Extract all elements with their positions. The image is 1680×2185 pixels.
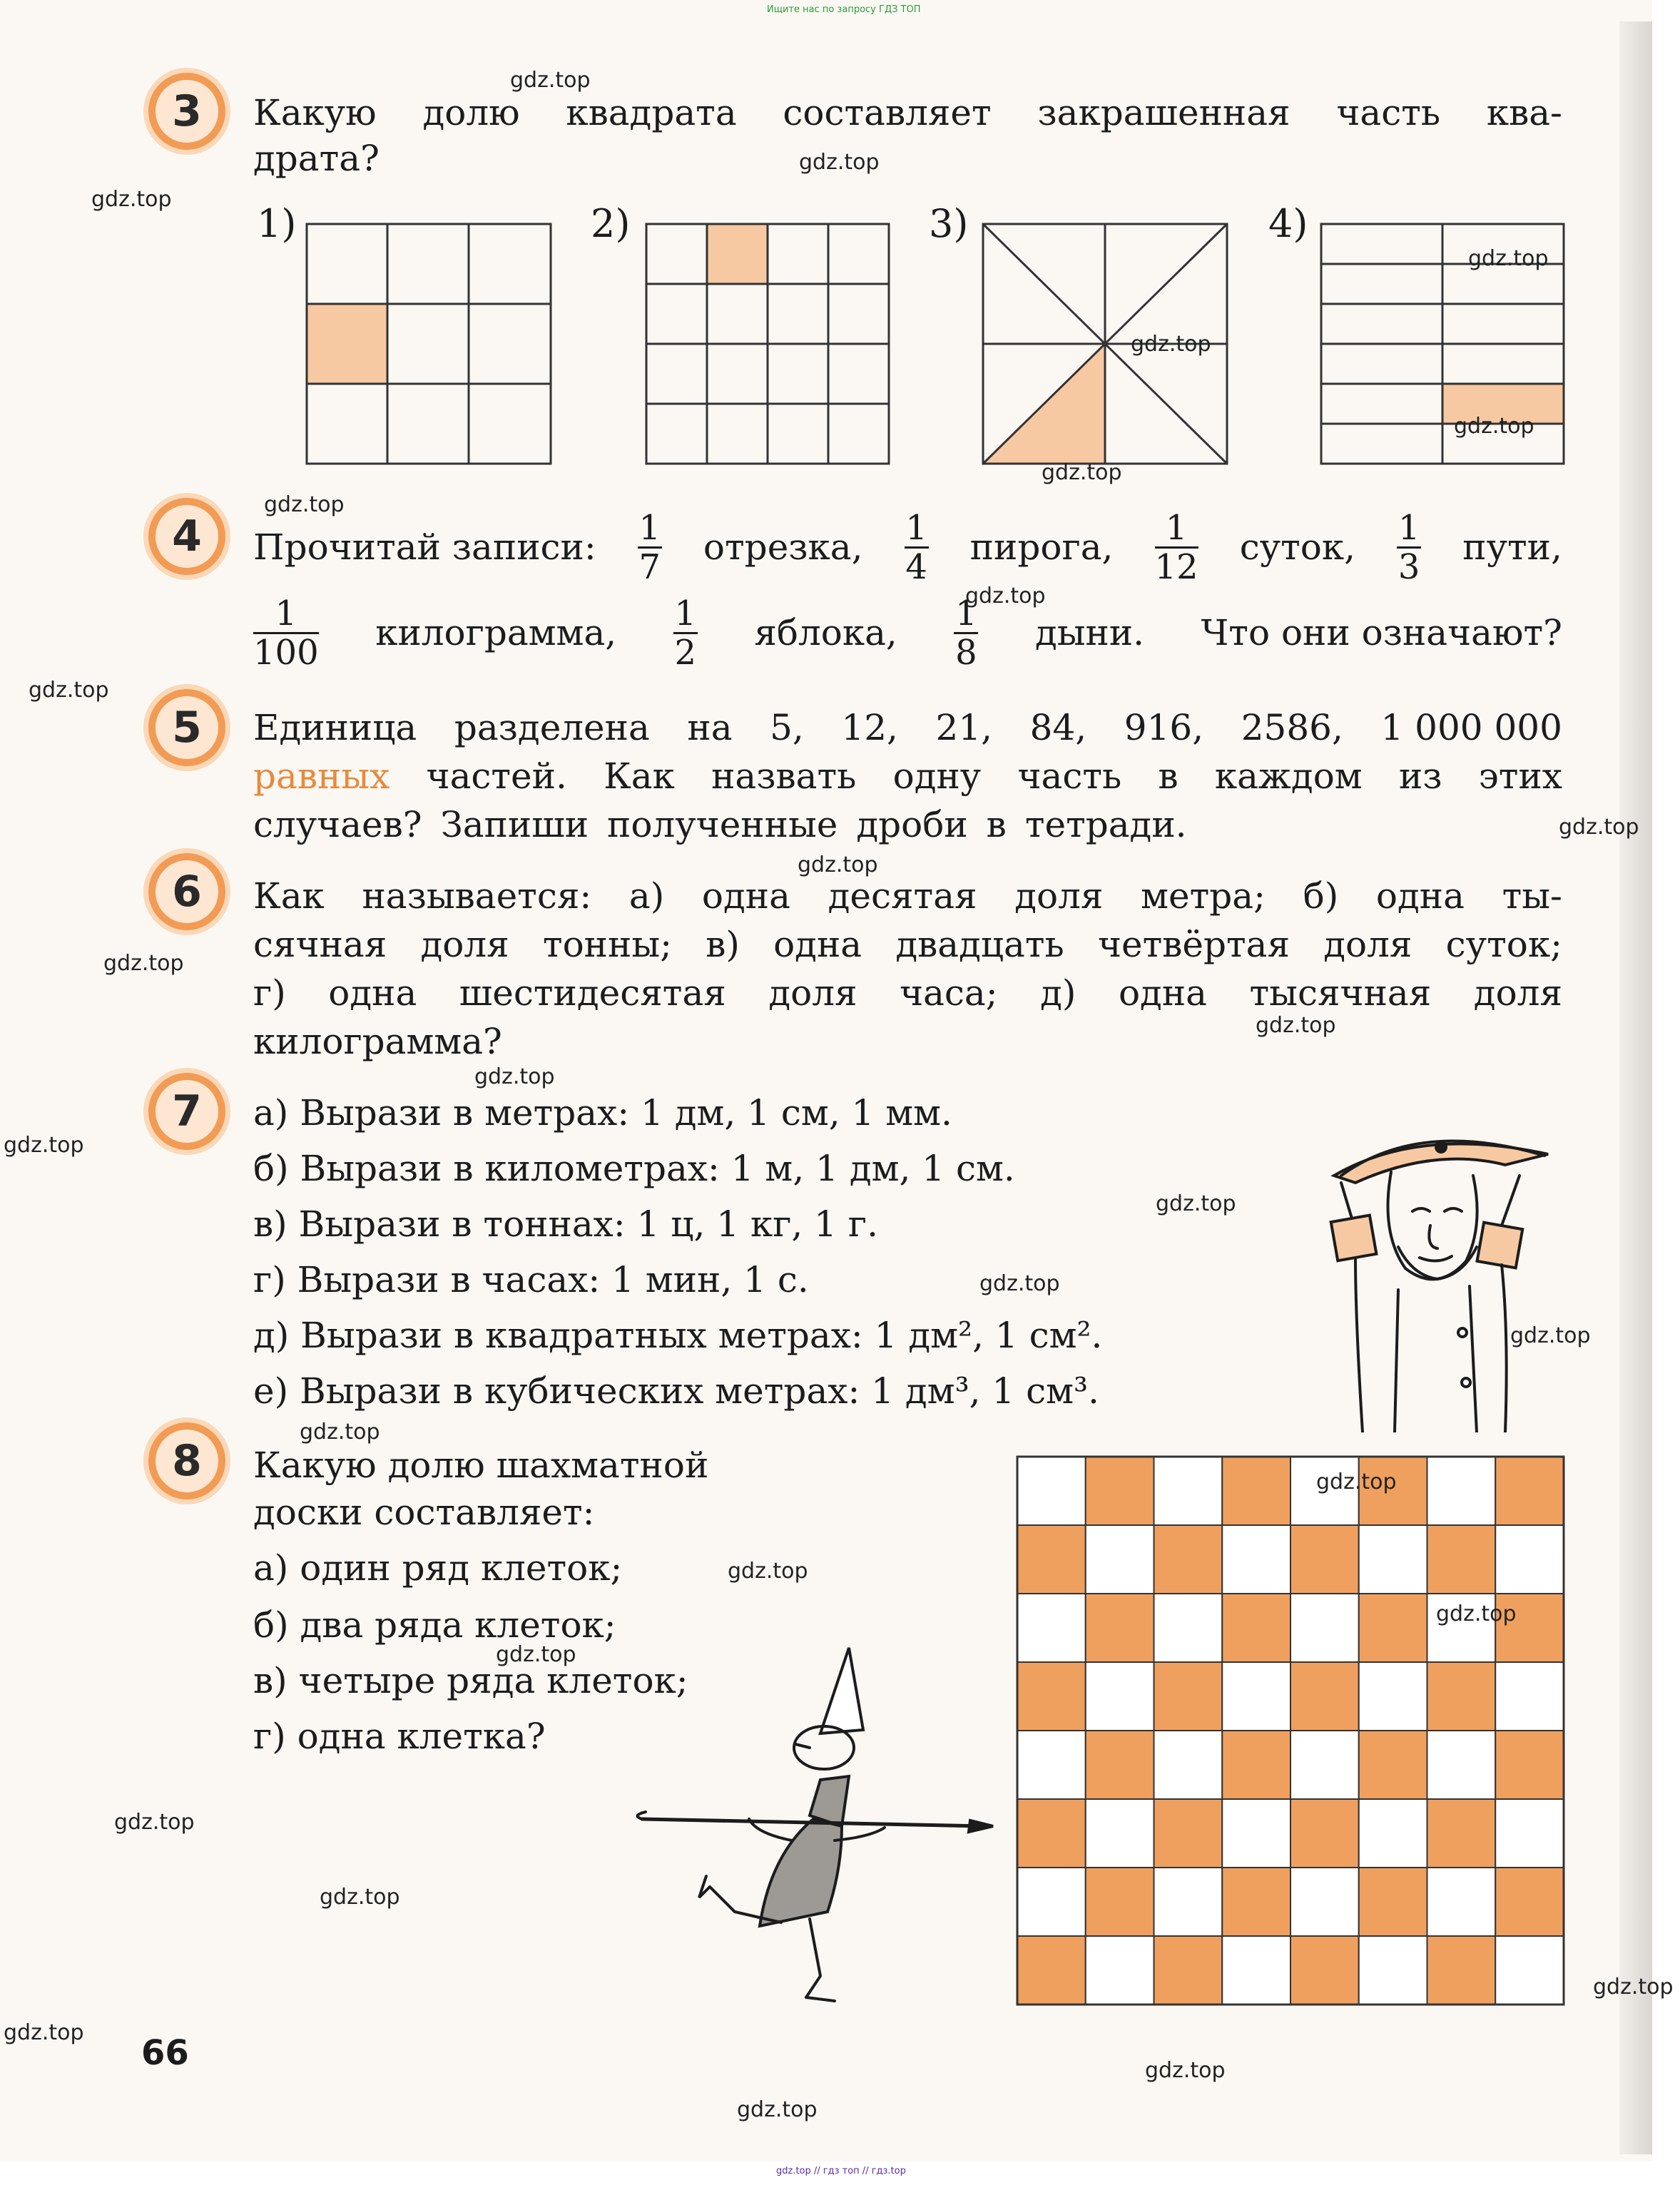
chessboard-cell [1290,1868,1359,1936]
watermark: gdz.top [1316,1470,1397,1494]
fraction-1-2: $\frac{1}{2}$ [674,593,696,673]
watermark: gdz.top [799,150,880,175]
task-7-line-d: г) Вырази в часах: 1 мин, 1 с. [253,1259,809,1300]
chessboard-cell [1290,1525,1359,1594]
chessboard-cell [1495,1868,1564,1936]
task-6-badge: 6 [148,853,225,930]
chessboard-cell [1154,1799,1223,1868]
watermark: gdz.top [264,492,345,517]
task-7-badge: 7 [148,1073,225,1150]
task-8-line-d: г) одна клетка? [253,1716,546,1757]
chessboard-cell [1359,1525,1427,1594]
chessboard-cell [1086,1936,1154,2005]
task-3-badge: 3 [148,73,225,150]
chessboard-cell [1427,1868,1496,1936]
figure-1-grid [305,223,552,465]
chessboard-cell [1427,1799,1496,1868]
chessboard-cell [1086,1457,1154,1525]
chessboard-cell [1427,1457,1496,1525]
chessboard-cell [1222,1525,1290,1594]
chessboard-cell [1290,1594,1359,1662]
footer-watermark: gdz.top // гдз топ // гдз.top [776,2166,906,2176]
chessboard-cell [1495,1731,1564,1799]
task-5-line-1: Единица разделена на 5, 12, 21, 84, 916, 2586, 1 000 000 [253,707,1562,748]
wooden-boy-illustration [628,1641,999,2012]
chessboard-cell [1427,1731,1496,1799]
watermark: gdz.top [1256,1013,1336,1038]
task-6-line-2: сячная доля тонны; в) одна двадцать четвёртая доля суток; [253,924,1562,965]
task-7-line-b: б) Вырази в километрах: 1 м, 1 дм, 1 см. [253,1148,1015,1189]
chessboard-cell [1495,1799,1564,1868]
task-4-badge: 4 [148,498,225,575]
chessboard-cell [1495,1662,1564,1731]
chessboard-cell [1017,1662,1086,1731]
task-4-line-1: Прочитай записи: $\frac{1}{7}$ отрезка, $\frac{1}{4}$ пирога, $\frac{1}{12}$ суток, $\frac{1}{3}$ пути, [253,507,1562,587]
watermark: gdz.top [1468,246,1549,271]
chessboard-cell [1495,1457,1564,1525]
chessboard-cell [1154,1868,1223,1936]
chessboard-cell [1290,1662,1359,1731]
chessboard-cell [1222,1799,1290,1868]
figure-2-label: 2) [591,201,631,246]
chessboard-cell [1359,1799,1427,1868]
chessboard-cell [1359,1731,1427,1799]
chessboard-cell [1086,1594,1154,1662]
chessboard-cell [1086,1662,1154,1731]
watermark: gdz.top [1145,2058,1226,2083]
figure-3-label: 3) [929,201,969,246]
page-number: 66 [141,2033,189,2073]
chessboard-cell [1154,1662,1223,1731]
chessboard-cell [1359,1662,1427,1731]
chessboard-cell [1359,1868,1427,1936]
fraction-1-4: $\frac{1}{4}$ [905,507,927,587]
chessboard-cell [1222,1731,1290,1799]
chessboard-cell [1086,1868,1154,1936]
watermark: gdz.top [474,1064,555,1089]
character-with-hat-illustration [1313,1104,1555,1432]
task-7-line-a: а) Вырази в метрах: 1 дм, 1 см, 1 мм. [253,1092,952,1134]
task-5-badge: 5 [148,689,225,766]
chessboard-cell [1017,1868,1086,1936]
chessboard-cell [1086,1525,1154,1594]
chessboard-cell [1290,1731,1359,1799]
chessboard-cell [1017,1731,1086,1799]
task-8-line-c: в) четыре ряда клеток; [253,1660,688,1701]
chessboard-cell [1495,1525,1564,1594]
chessboard-cell [1359,1594,1427,1662]
chessboard-cell [1427,1936,1496,2005]
chessboard-cell [1427,1525,1496,1594]
chessboard-cell [1154,1731,1223,1799]
watermark: gdz.top [1156,1191,1236,1216]
task-8-line-a: а) один ряд клеток; [253,1547,623,1589]
chessboard-cell [1154,1936,1223,2005]
chessboard-cell [1359,1936,1427,2005]
page-edge [1619,21,1652,2154]
task-5-line-3: случаев? Запиши полученные дроби в тетради. [253,804,1187,845]
watermark: gdz.top [1436,1601,1517,1626]
chessboard-cell [1154,1594,1223,1662]
task-7-line-e: д) Вырази в квадратных метрах: 1 дм², 1 см². [253,1315,1103,1356]
header-watermark: Ищите нас по запросу ГДЗ ТОП [767,4,921,15]
task-6-line-4: килограмма? [253,1021,502,1062]
watermark: gdz.top [979,1271,1060,1296]
watermark: gdz.top [1593,1975,1674,2000]
chessboard-cell [1222,1936,1290,2005]
chessboard-cell [1427,1662,1496,1731]
task-8-line-1: Какую долю шахматной [253,1445,709,1486]
watermark: gdz.top [728,1559,808,1584]
fraction-1-12: $\frac{1}{12}$ [1154,507,1198,587]
fraction-1-100: $\frac{1}{100}$ [253,593,319,673]
watermark: gdz.top [1510,1323,1591,1348]
watermark: gdz.top [1559,815,1639,840]
watermark: gdz.top [1042,460,1122,485]
watermark: gdz.top [114,1810,195,1835]
watermark: gdz.top [29,678,109,703]
chessboard-cell [1017,1525,1086,1594]
task-3-line-1: Какую долю квадрата составляет закрашенная часть ква- [253,92,1562,133]
chessboard-cell [1290,1936,1359,2005]
watermark: gdz.top [798,852,878,877]
watermark: gdz.top [91,187,172,212]
chessboard-cell [1222,1457,1290,1525]
chessboard-cell [1017,1799,1086,1868]
task-3-line-2: драта? [253,138,380,179]
highlighted-word: равных [253,755,390,797]
task-8-line-2: доски составляет: [253,1492,595,1533]
task-8-badge: 8 [148,1422,225,1499]
watermark: gdz.top [965,584,1046,608]
chessboard-cell [1222,1868,1290,1936]
chessboard [1016,1455,1565,2006]
chessboard-cell [1154,1457,1223,1525]
fraction-1-3: $\frac{1}{3}$ [1398,507,1420,587]
figure-2-grid [645,223,890,465]
task-7-line-c: в) Вырази в тоннах: 1 ц, 1 кг, 1 г. [253,1203,878,1245]
task-4-line-2: $\frac{1}{100}$ килограмма, $\frac{1}{2}$ яблока, $\frac{1}{8}$ дыни. Что они означают? [253,593,1562,673]
chessboard-cell [1017,1594,1086,1662]
chessboard-cell [1222,1662,1290,1731]
fraction-1-8: $\frac{1}{8}$ [955,593,977,673]
task-6-line-1: Как называется: а) одна десятая доля метра; б) одна ты- [253,875,1562,917]
fraction-1-7: $\frac{1}{7}$ [638,507,661,587]
chessboard-cell [1495,1936,1564,2005]
figure-4-label: 4) [1268,201,1308,246]
watermark: gdz.top [1131,332,1211,357]
watermark: gdz.top [510,68,591,93]
chessboard-cell [1222,1594,1290,1662]
watermark: gdz.top [300,1420,380,1445]
watermark: gdz.top [320,1885,400,1910]
figure-1-label: 1) [257,201,297,246]
watermark: gdz.top [496,1642,576,1667]
task-5-line-2: равных частей. Как назвать одну часть в каждом из этих [253,755,1562,797]
watermark: gdz.top [4,1133,84,1158]
chessboard-cell [1017,1936,1086,2005]
watermark: gdz.top [103,951,184,976]
chessboard-cell [1154,1525,1223,1594]
chessboard-cell [1086,1731,1154,1799]
task-7-line-f: е) Вырази в кубических метрах: 1 дм³, 1 см³. [253,1370,1099,1412]
watermark: gdz.top [4,2020,84,2045]
chessboard-cell [1290,1799,1359,1868]
watermark: gdz.top [1454,414,1534,439]
task-8-line-b: б) два ряда клеток; [253,1604,616,1646]
chessboard-cell [1086,1799,1154,1868]
task-6-line-3: г) одна шестидесятая доля часа; д) одна тысячная доля [253,972,1562,1014]
chessboard-cell [1017,1457,1086,1525]
watermark: gdz.top [737,2097,818,2122]
